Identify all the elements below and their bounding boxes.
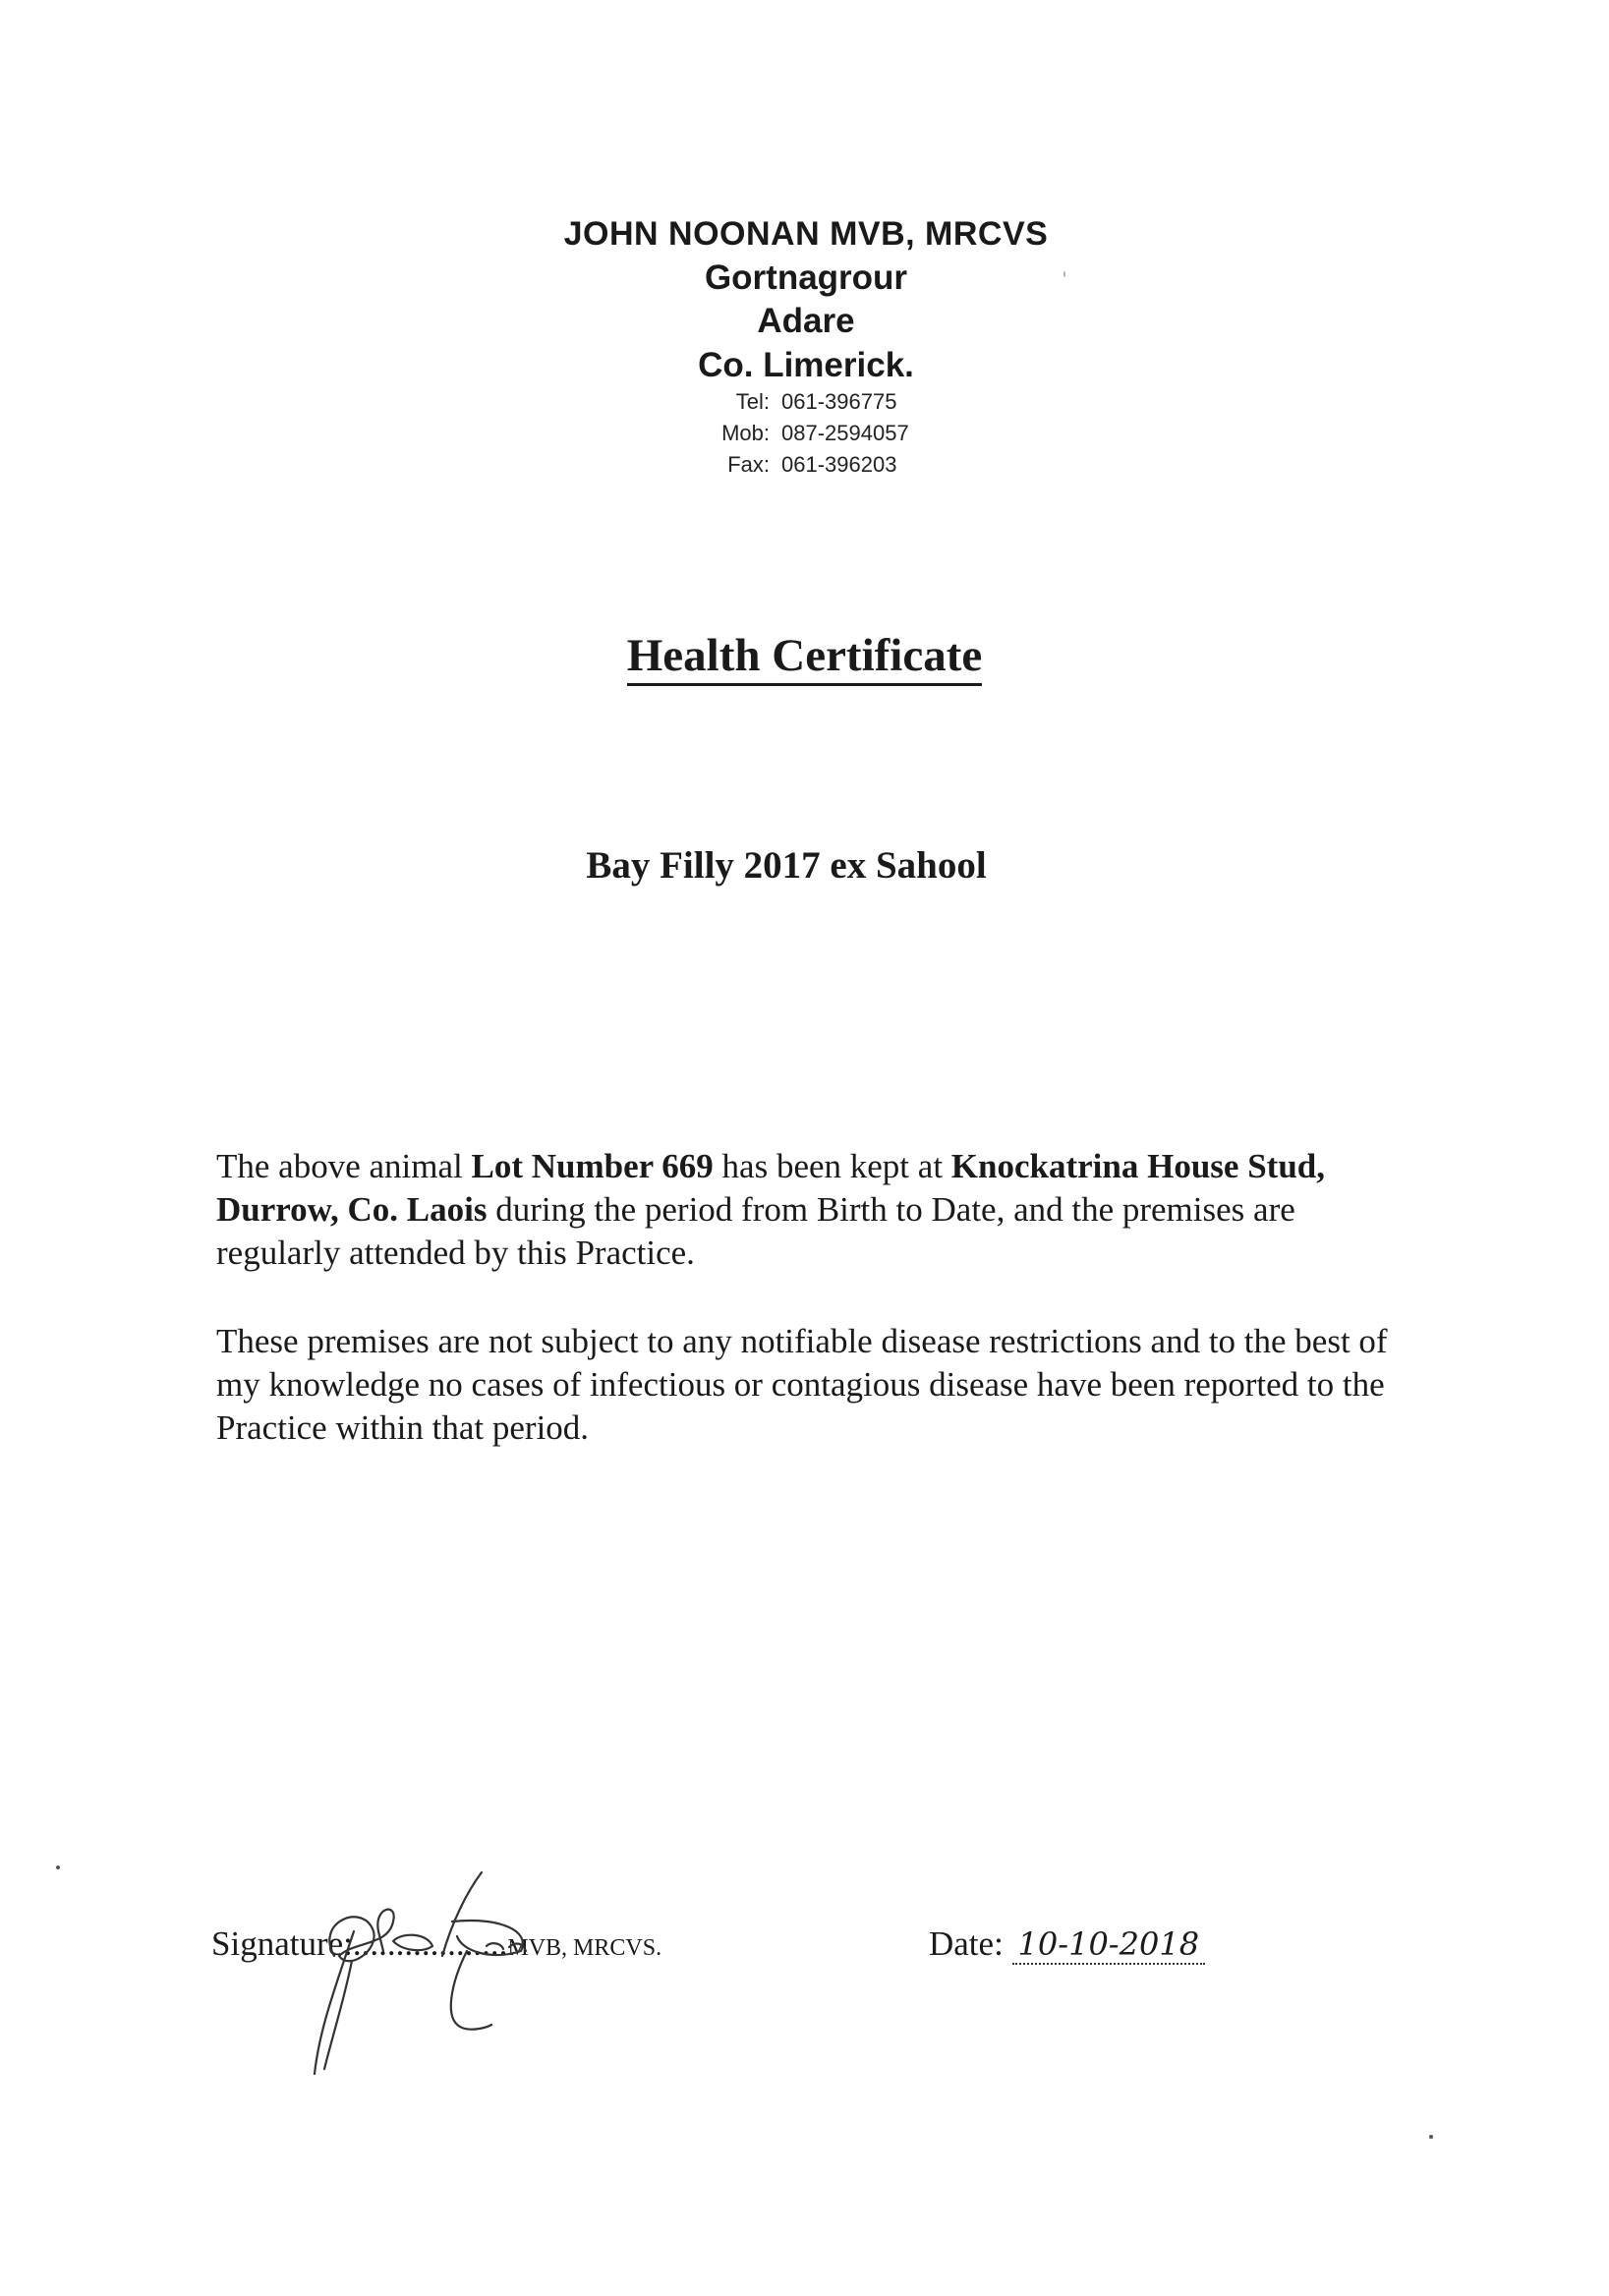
scan-speck <box>1429 2135 1433 2139</box>
paragraph-1-text-c: during the period from Birth to Date, and the premises are regularly attended by this Practice. <box>216 1190 1295 1272</box>
paragraph-1-text-a: The above animal <box>216 1147 472 1185</box>
contact-label: Mob: <box>721 421 770 445</box>
contact-details <box>693 386 909 481</box>
animal-subject: Bay Filly 2017 ex Sahool <box>586 844 987 887</box>
letterhead <box>413 211 1199 388</box>
contact-label: Tel: <box>735 389 770 414</box>
address-line-2: Adare <box>757 302 855 340</box>
contact-row-tel <box>693 386 909 418</box>
date-value: 10-10-2018 <box>1012 1925 1206 1965</box>
paragraph-1-text-b: has been kept at <box>713 1147 951 1185</box>
handwritten-signature <box>295 1863 649 2089</box>
contact-value: 061-396775 <box>781 389 897 414</box>
scan-speck <box>1063 271 1065 277</box>
contact-value: 087-2594057 <box>781 421 909 445</box>
signature-suffix: MVB, MRCVS. <box>507 1935 662 1961</box>
certificate-title: Health Certificate <box>627 630 982 686</box>
scan-speck <box>56 1866 60 1869</box>
date-line <box>929 1924 1205 1965</box>
stud-location: Knockatrina House Stud, Durrow, Co. Laois <box>216 1147 1326 1229</box>
address-line-3: Co. Limerick. <box>698 346 914 384</box>
signature-label: Signature: <box>211 1924 353 1963</box>
signature-dots: .................. <box>352 1924 508 1963</box>
lot-number: Lot Number 669 <box>471 1147 714 1185</box>
paragraph-1 <box>216 1145 1396 1275</box>
date-label: Date: <box>929 1924 1004 1963</box>
address-line-1: Gortnagrour <box>704 258 908 297</box>
vet-name: JOHN NOONAN MVB, MRCVS <box>563 215 1049 253</box>
contact-label: Fax: <box>727 452 770 477</box>
contact-row-fax <box>693 449 909 481</box>
contact-row-mob <box>693 418 909 449</box>
certificate-title-wrap <box>0 629 1609 682</box>
contact-value: 061-396203 <box>781 452 897 477</box>
paragraph-2: These premises are not subject to any notifiable disease restrictions and to the best of my knowledge no cases of infectious or contagious disease have been reported to the Practice within that period. <box>216 1322 1388 1447</box>
